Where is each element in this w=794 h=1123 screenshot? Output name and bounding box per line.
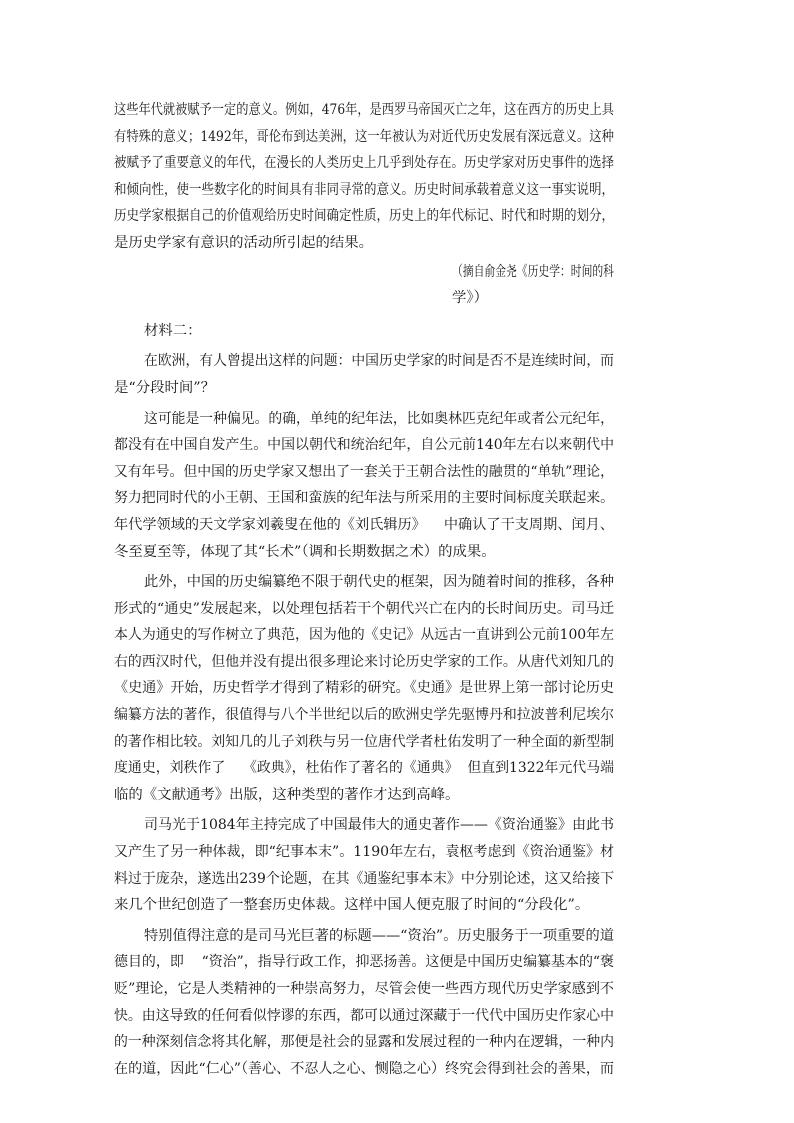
text-line: 历史学家根据自己的价值观给历史时间确定性质，历史上的年代标记、时代和时期的划分， — [114, 208, 615, 225]
text-line: 编纂方法的著作，很值得与八个半世纪以后的欧洲史学先驱博丹和拉波普利尼埃尔 — [114, 707, 614, 724]
citation-line: （摘自俞金尧《历史学：时间的科 — [452, 263, 614, 280]
text-line: 和倾向性，使一些数字化的时间具有非同寻常的意义。历史时间承载着意义这一事实说明， — [114, 181, 615, 198]
text-line: 又产生了另一种体裁，即“纪事本末”。1190年左右，袁枢考虑到《资治通鉴》材 — [114, 844, 615, 861]
paragraph-2 — [114, 348, 614, 401]
paragraph-6 — [114, 923, 614, 1083]
text-line: 年代学领域的天文学家刘羲叟在他的《刘氏辑历》 中确认了干支周期、闰月、 — [114, 516, 614, 533]
text-line: 在的道，因此“仁心”（善心、不忍人之心、恻隐之心）终究会得到社会的善果，而 — [114, 1060, 615, 1077]
text-line: 快。由这导致的任何看似悖谬的东西，都可以通过深藏于一代代中国历史作家心中 — [114, 1007, 614, 1024]
text-column — [114, 97, 614, 1082]
material-label: 材料二： — [144, 322, 202, 339]
text-line: 努力把同时代的小王朝、王国和蛮族的纪年法与所采用的主要时间标度关联起来。 — [114, 490, 614, 507]
text-line: 本人为通史的写作树立了典范，因为他的《史记》从远古一直讲到公元前100年左 — [114, 627, 615, 644]
text-line: 特别值得注意的是司马光巨著的标题——“资治”。历史服务于一项重要的道 — [144, 927, 614, 944]
paragraph-4 — [114, 569, 614, 808]
text-line: 司马光于1084年主持完成了中国最伟大的通史著作——《资治通鉴》由此书 — [144, 817, 615, 834]
text-line: 右的西汉时代，但他并没有提出很多理论来讨论历史学家的工作。从唐代刘知几的 — [114, 653, 614, 670]
paragraph-3 — [114, 406, 614, 566]
text-line: 在欧洲，有人曾提出这样的问题：中国历史学家的时间是否不是连续时间，而 — [144, 353, 615, 370]
text-line: 来几个世纪创造了一整套历史体裁。这样中国人便克服了时间的“分段化”。 — [114, 897, 590, 914]
text-line: 这些年代就被赋予一定的意义。例如，476年，是西罗马帝国灭亡之年，这在西方的历史上具 — [114, 102, 614, 118]
text-line: 此外，中国的历史编纂绝不限于朝代史的框架，因为随着时间的推移，各种 — [144, 574, 615, 591]
text-line: 是“分段时间”？ — [114, 379, 216, 396]
text-line: 有特殊的意义；1492年，哥伦布到达美洲，这一年被认为对近代历史发展有深远意义。这种 — [114, 128, 614, 145]
text-line: 贬”理论，它是人类精神的一种崇高努力，尽管会使一些西方现代历史学家感到不 — [114, 981, 615, 997]
text-line: 这可能是一种偏见。的确，单纯的纪年法，比如奥林匹克纪年或者公元纪年， — [144, 410, 615, 427]
text-line: 度通史，刘秩作了 《政典》，杜佑作了著名的《通典》 但直到1322年元代马端 — [114, 760, 614, 777]
text-line: 冬至夏至等，体现了其“长术”（调和长期数据之术）的成果。 — [114, 543, 496, 560]
text-line: 被赋予了重要意义的年代，在漫长的人类历史上几乎到处存在。历史学家对历史事件的选择 — [114, 155, 615, 172]
paragraph-5 — [114, 812, 614, 918]
text-line: 是历史学家有意识的活动所引起的结果。 — [114, 234, 374, 251]
source-citation — [114, 259, 614, 312]
text-line: 临的《文献通考》出版，这种类型的著作才达到高峰。 — [114, 786, 460, 803]
text-line: 料过于庞杂，遂选出239个论题，在其《通鉴纪事本末》中分别论述，这又给接下 — [114, 870, 615, 887]
paragraph-1 — [114, 97, 614, 257]
text-line: 德目的，即 “资治”，指导行政工作，抑恶扬善。这便是中国历史编纂基本的“褒 — [114, 954, 615, 971]
text-line: 《史通》开始，历史哲学才得到了精彩的研究。《史通》是世界上第一部讨论历史 — [114, 680, 614, 697]
text-line: 都没有在中国自发产生。中国以朝代和统治纪年，自公元前140年左右以来朝代中 — [114, 437, 615, 454]
text-line: 的著作相比较。刘知几的儿子刘秩与另一位唐代学者杜佑发明了一种全面的新型制 — [114, 733, 614, 750]
text-line: 形式的“通史”发展起来，以处理包括若干个朝代兴亡在内的长时间历史。司马迁 — [114, 600, 615, 617]
text-line: 的一种深刻信念将其化解，那便是社会的显露和发展过程的一种内在逻辑，一种内 — [114, 1034, 614, 1051]
text-line: 又有年号。但中国的历史学家又想出了一套关于王朝合法性的融贯的“单轨”理论， — [114, 463, 614, 480]
citation-line: 学》） — [452, 290, 488, 307]
